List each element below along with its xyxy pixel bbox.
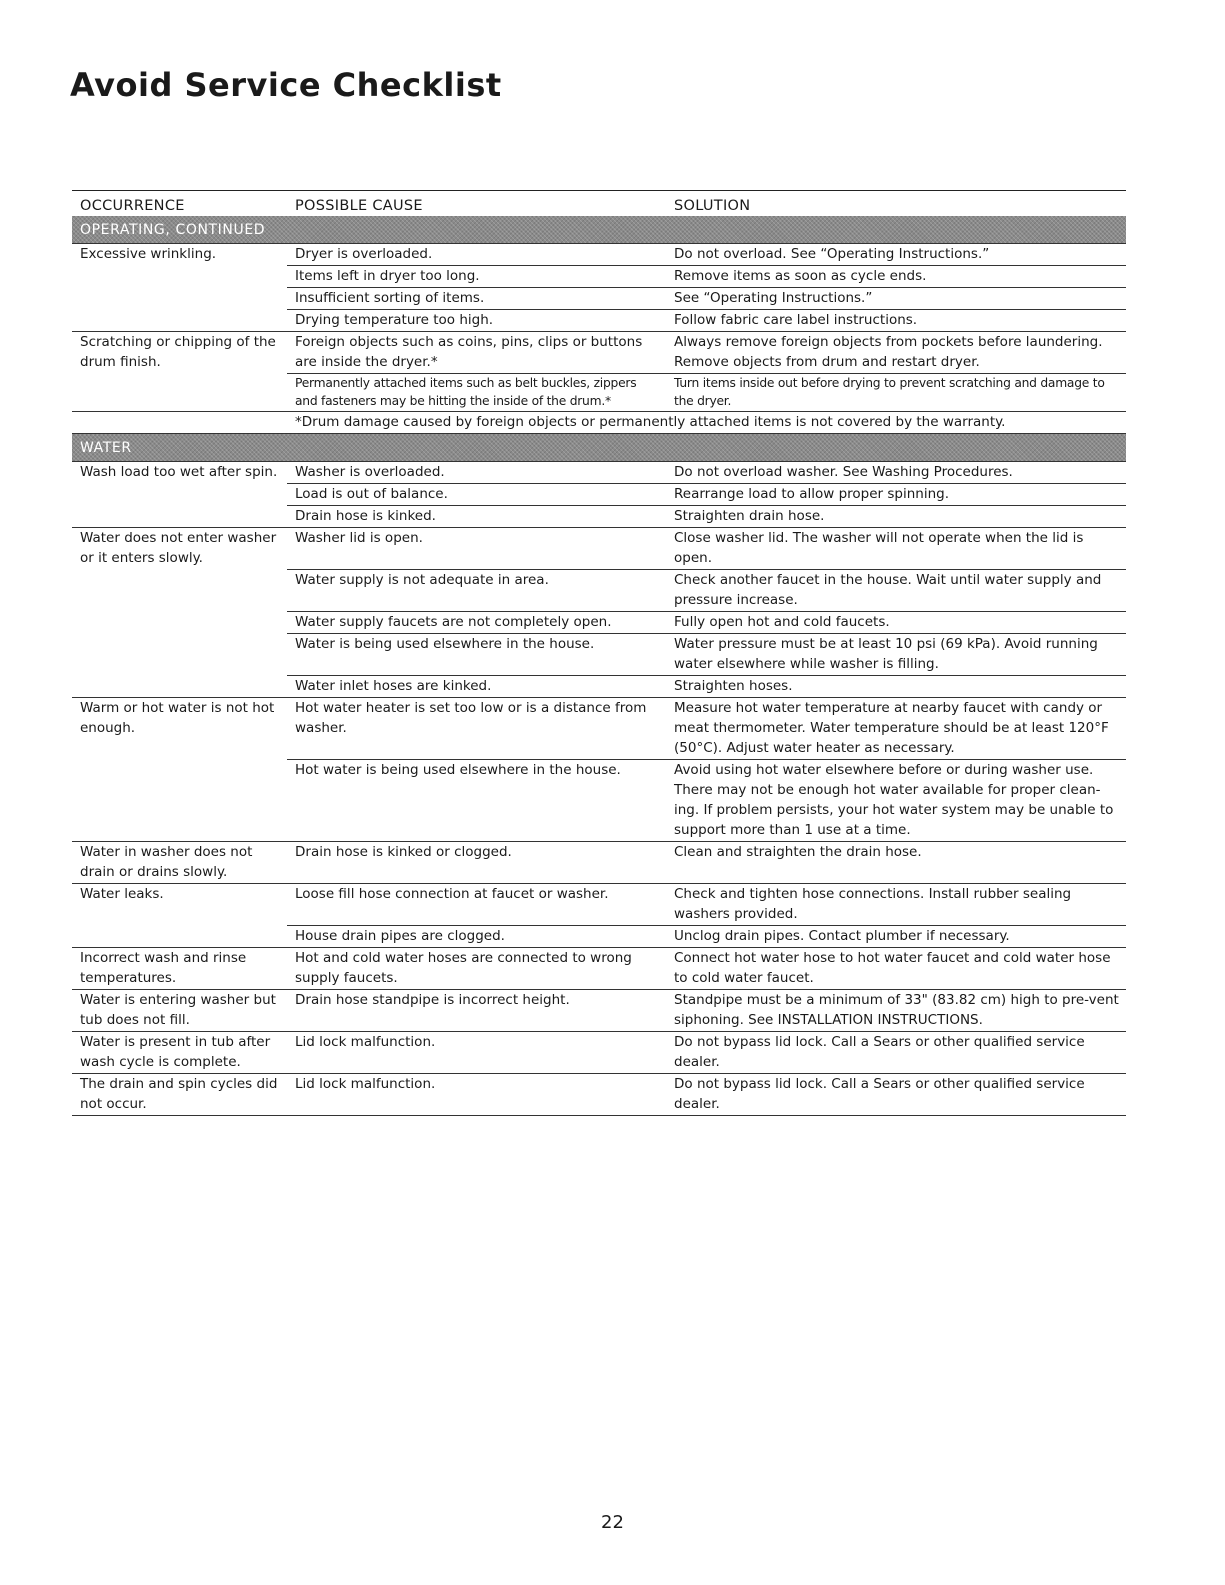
section-header-row <box>72 434 1126 462</box>
possible-cause-cell: Loose fill hose connection at faucet or washer. <box>287 884 666 926</box>
solution-cell: Avoid using hot water elsewhere before or during washer use. There may not be enough hot water available for proper clean-ing. If problem persists, your hot water system may be unable to support more than 1 use at a time. <box>666 760 1126 842</box>
warranty-note: *Drum damage caused by foreign objects or permanently attached items is not covered by the warranty. <box>287 412 1126 434</box>
occurrence-cell: Warm or hot water is not hot enough. <box>72 698 287 842</box>
solution-cell: Do not overload washer. See Washing Procedures. <box>666 462 1126 484</box>
possible-cause-cell: Washer is overloaded. <box>287 462 666 484</box>
table-row <box>72 462 1126 484</box>
solution-cell: Do not overload. See “Operating Instructions.” <box>666 244 1126 266</box>
table-body <box>72 216 1126 1116</box>
solution-cell: Clean and straighten the drain hose. <box>666 842 1126 884</box>
table-header <box>72 191 1126 216</box>
section-header-row <box>72 216 1126 244</box>
occurrence-cell: Water is present in tub after wash cycle is complete. <box>72 1032 287 1074</box>
solution-cell: Measure hot water temperature at nearby faucet with candy or meat thermometer. Water temperature should be at least 120°F (50°C). Adjust water heater as necessary. <box>666 698 1126 760</box>
solution-cell: Standpipe must be a minimum of 33" (83.82 cm) high to pre-vent siphoning. See INSTALLATION INSTRUCTIONS. <box>666 990 1126 1032</box>
page-number: 22 <box>601 1512 624 1533</box>
section-title: OPERATING, CONTINUED <box>72 216 1126 244</box>
solution-cell: Remove items as soon as cycle ends. <box>666 266 1126 288</box>
possible-cause-cell: Insufficient sorting of items. <box>287 288 666 310</box>
checklist-table <box>72 191 1126 1116</box>
possible-cause-cell: House drain pipes are clogged. <box>287 926 666 948</box>
possible-cause-cell: Water supply is not adequate in area. <box>287 570 666 612</box>
solution-cell: Unclog drain pipes. Contact plumber if necessary. <box>666 926 1126 948</box>
table-row <box>72 1032 1126 1074</box>
solution-cell: Straighten hoses. <box>666 676 1126 698</box>
occurrence-cell: Excessive wrinkling. <box>72 244 287 332</box>
occurrence-cell: Scratching or chipping of the drum finish. <box>72 332 287 412</box>
possible-cause-cell: Water inlet hoses are kinked. <box>287 676 666 698</box>
occurrence-cell: Water does not enter washer or it enters slowly. <box>72 528 287 698</box>
table-row <box>72 332 1126 374</box>
occurrence-cell: Wash load too wet after spin. <box>72 462 287 528</box>
solution-cell: Straighten drain hose. <box>666 506 1126 528</box>
warranty-note-row <box>72 412 1126 434</box>
possible-cause-cell: Hot and cold water hoses are connected to wrong supply faucets. <box>287 948 666 990</box>
occurrence-cell: Water is entering washer but tub does not fill. <box>72 990 287 1032</box>
table-row <box>72 884 1126 926</box>
solution-cell: Fully open hot and cold faucets. <box>666 612 1126 634</box>
possible-cause-cell: Water is being used elsewhere in the house. <box>287 634 666 676</box>
possible-cause-cell: Water supply faucets are not completely open. <box>287 612 666 634</box>
table-row <box>72 1074 1126 1116</box>
table-row <box>72 948 1126 990</box>
possible-cause-cell: Lid lock malfunction. <box>287 1074 666 1116</box>
solution-cell: Do not bypass lid lock. Call a Sears or other qualified service dealer. <box>666 1074 1126 1116</box>
solution-cell: Check another faucet in the house. Wait until water supply and pressure increase. <box>666 570 1126 612</box>
possible-cause-cell: Hot water heater is set too low or is a distance from washer. <box>287 698 666 760</box>
column-header-occurrence: OCCURRENCE <box>80 198 185 214</box>
possible-cause-cell: Drain hose is kinked. <box>287 506 666 528</box>
checklist-table-container <box>72 190 1126 1116</box>
table-row <box>72 244 1126 266</box>
solution-cell: Do not bypass lid lock. Call a Sears or other qualified service dealer. <box>666 1032 1126 1074</box>
possible-cause-cell: Drain hose standpipe is incorrect height. <box>287 990 666 1032</box>
solution-cell: Water pressure must be at least 10 psi (69 kPa). Avoid running water elsewhere while washer is filling. <box>666 634 1126 676</box>
solution-cell: Check and tighten hose connections. Install rubber sealing washers provided. <box>666 884 1126 926</box>
occurrence-cell: The drain and spin cycles did not occur. <box>72 1074 287 1116</box>
occurrence-cell: Water in washer does not drain or drains slowly. <box>72 842 287 884</box>
occurrence-cell: Incorrect wash and rinse temperatures. <box>72 948 287 990</box>
possible-cause-cell: Drying temperature too high. <box>287 310 666 332</box>
solution-cell: Rearrange load to allow proper spinning. <box>666 484 1126 506</box>
possible-cause-cell: Washer lid is open. <box>287 528 666 570</box>
table-row <box>72 528 1126 570</box>
possible-cause-cell: Drain hose is kinked or clogged. <box>287 842 666 884</box>
solution-cell: Follow fabric care label instructions. <box>666 310 1126 332</box>
solution-cell: See “Operating Instructions.” <box>666 288 1126 310</box>
occurrence-cell: Water leaks. <box>72 884 287 948</box>
column-header-possible-cause: POSSIBLE CAUSE <box>295 198 423 214</box>
solution-cell: Always remove foreign objects from pockets before laundering. Remove objects from drum and restart dryer. <box>666 332 1126 374</box>
section-title: WATER <box>72 434 1126 462</box>
solution-cell: Turn items inside out before drying to prevent scratching and damage to the dryer. <box>666 374 1126 412</box>
empty-cell <box>72 412 287 434</box>
solution-cell: Close washer lid. The washer will not operate when the lid is open. <box>666 528 1126 570</box>
possible-cause-cell: Load is out of balance. <box>287 484 666 506</box>
possible-cause-cell: Lid lock malfunction. <box>287 1032 666 1074</box>
solution-cell: Connect hot water hose to hot water faucet and cold water hose to cold water faucet. <box>666 948 1126 990</box>
column-header-solution: SOLUTION <box>674 198 751 214</box>
possible-cause-cell: Permanently attached items such as belt buckles, zippers and fasteners may be hitting the inside of the drum.* <box>287 374 666 412</box>
table-row <box>72 698 1126 760</box>
possible-cause-cell: Items left in dryer too long. <box>287 266 666 288</box>
page-title: Avoid Service Checklist <box>70 66 502 104</box>
possible-cause-cell: Foreign objects such as coins, pins, clips or buttons are inside the dryer.* <box>287 332 666 374</box>
possible-cause-cell: Hot water is being used elsewhere in the house. <box>287 760 666 842</box>
table-row <box>72 842 1126 884</box>
possible-cause-cell: Dryer is overloaded. <box>287 244 666 266</box>
table-row <box>72 990 1126 1032</box>
